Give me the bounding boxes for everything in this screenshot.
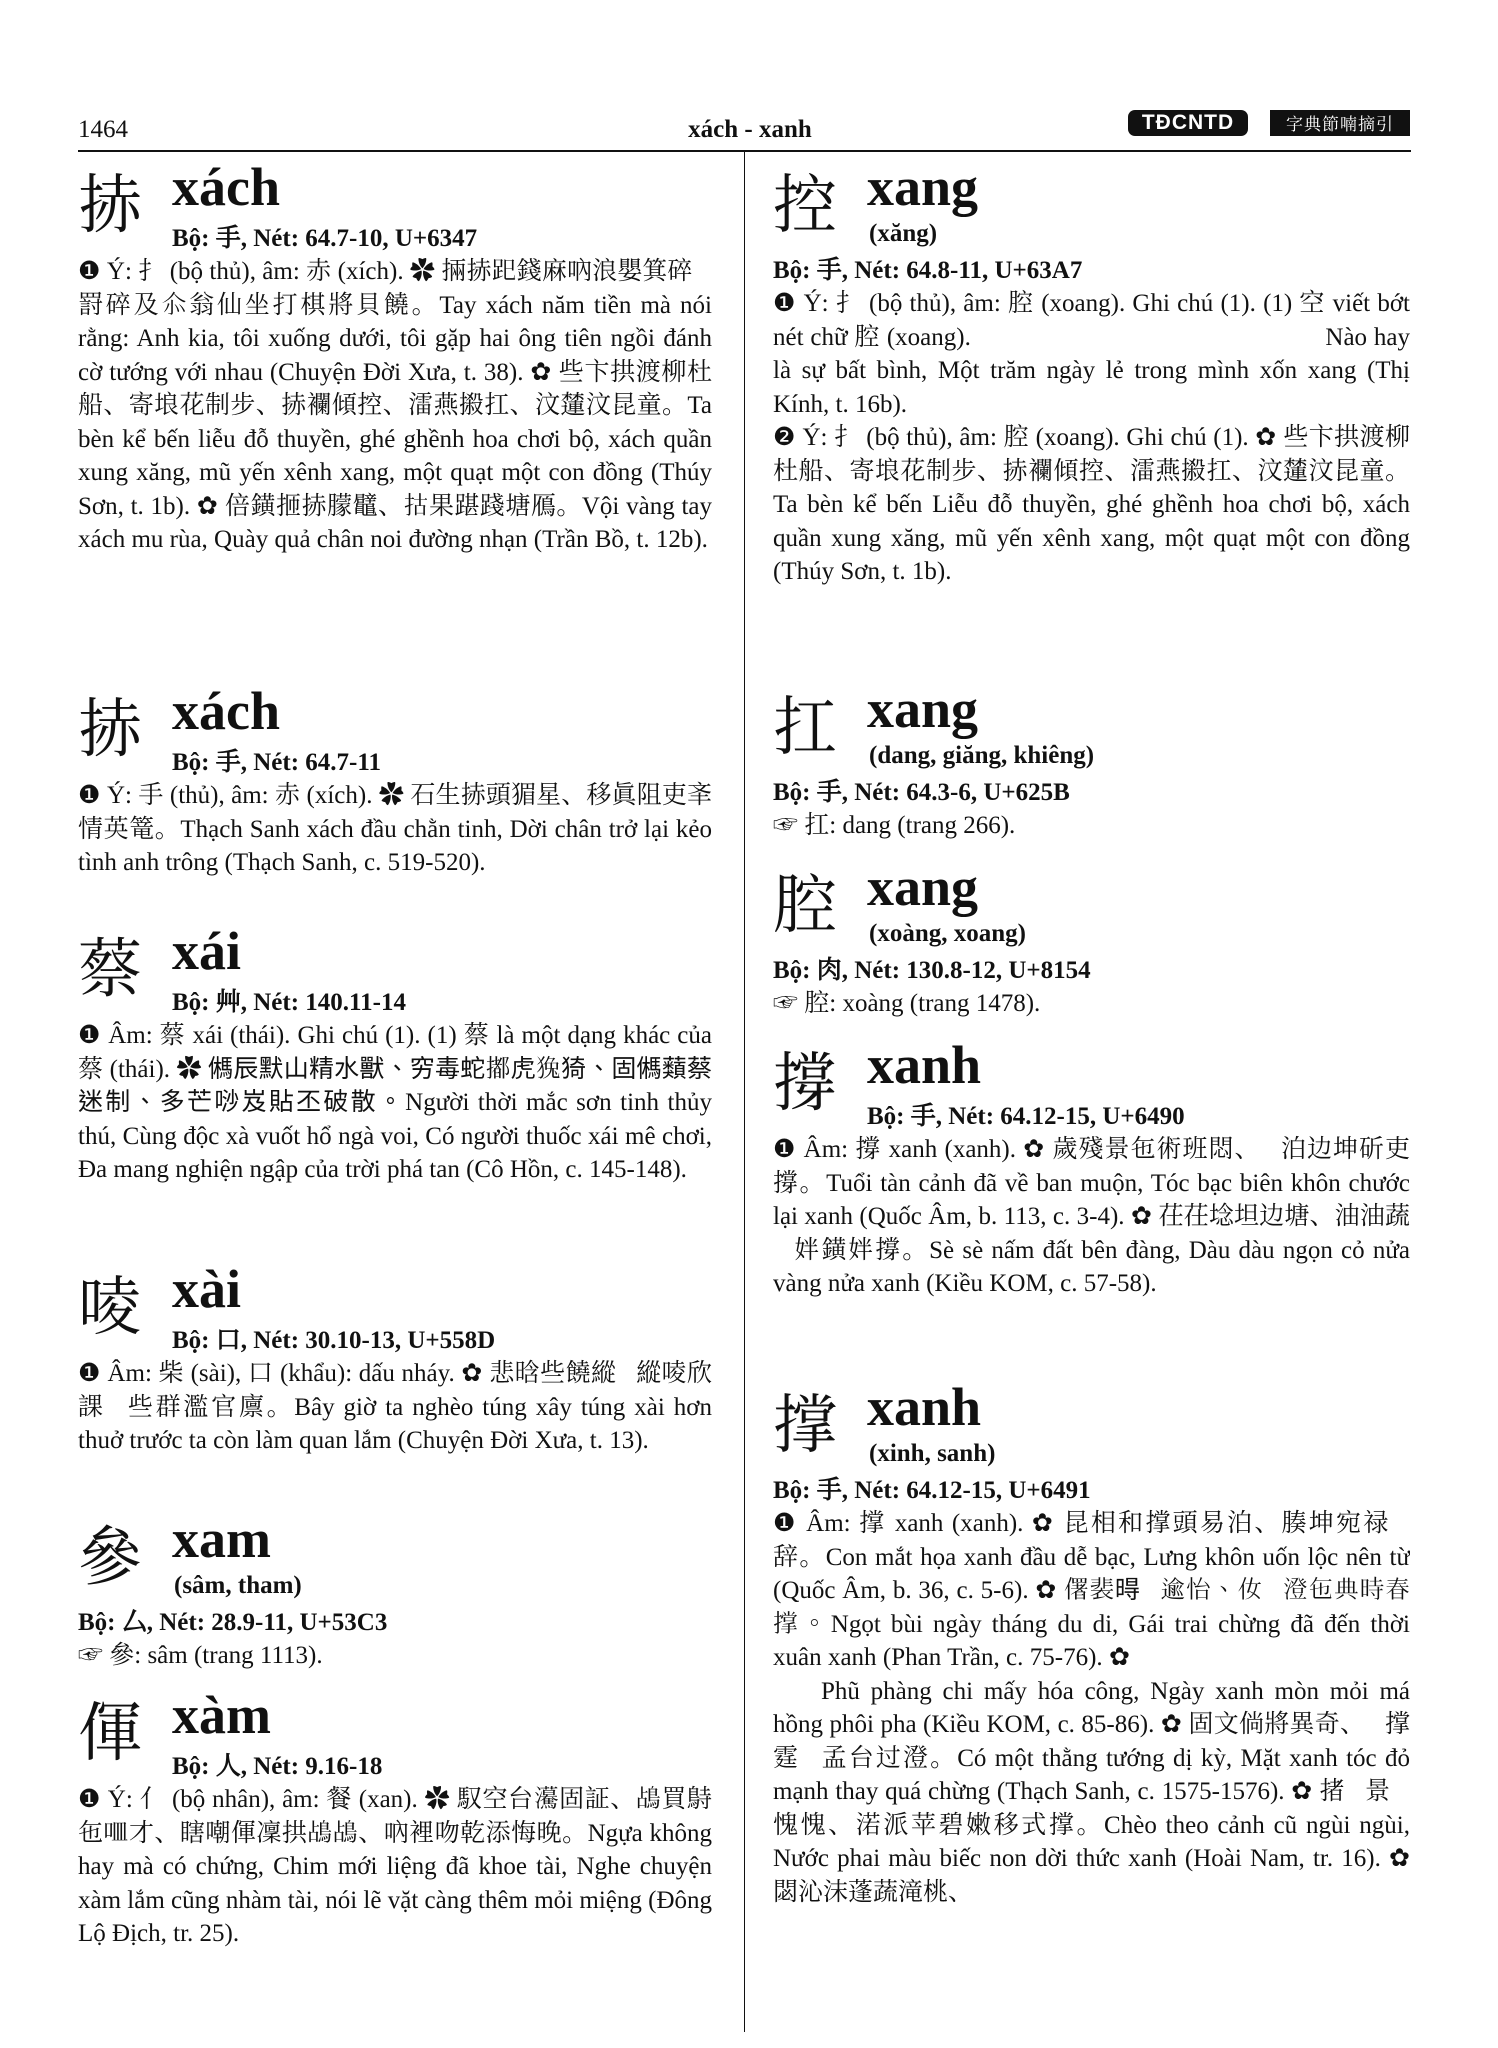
entry-headword: xách bbox=[172, 157, 280, 217]
entry-xang-2 bbox=[773, 680, 1410, 840]
entry-head bbox=[773, 1036, 1410, 1130]
entry-body: ❶ Âm: 撑 xanh (xanh). ✿ 昆相和撑頭易泊、腠坤宛禄𨍦辞。Con mắt họa xanh đầu dễ bạc, Lưng khôn uốn lộc nên từ (Quốc Âm, b. 36, c. 5-6). ✿ 𠏲裴𣈜𦝄逾怡、㚢𪥘澄㐌典時春撑。Ngọt bùi ngày tháng du di, Gái trai chừng đã đến thời xuân xanh (Phan Trần, c. 75-76). ✿ 𢬣傍之余化工、𣈜撑疒瘦馬紅配坡。Phũ phàng chi mấy hóa công, Ngày xanh mòn mỏi má hồng phôi pha (Kiều KOM, c. 85-86). ✿ 固文倘將異奇、𩯀撑霆𪀄孟台过澄。Có một thằng tướng dị kỳ, Mặt xanh tóc đỏ mạnh thay quá chừng (Thạch Sanh, c. 1575-1576). ✿ 㨋𠹾景𩙍愧愧、渃派苹碧嫩移式撑。Chèo theo cảnh cũ ngùi ngùi, Nước phai màu biếc non dời thức xanh (Hoài Nam, tr. 16). ✿ 閟沁沫蓬蔬滝桃、 bbox=[773, 1510, 1410, 1906]
entry-character: 撐 bbox=[773, 1047, 837, 1121]
entry-head bbox=[78, 1686, 712, 1780]
dictionary-seal: 字典節喃摘引 bbox=[1270, 110, 1410, 136]
entry-xanh-2 bbox=[773, 1378, 1410, 2018]
entry-meta: Bộ: 人, Nét: 9.16-18 bbox=[172, 1753, 383, 1780]
entry-xang-3 bbox=[773, 858, 1410, 1018]
entry-meta: Bộ: 手, Nét: 64.7-11 bbox=[172, 749, 381, 776]
entry-xam bbox=[78, 1510, 712, 1668]
entry-head bbox=[78, 158, 712, 252]
entry-character: 參 bbox=[78, 1521, 142, 1595]
entry-character: 扛 bbox=[773, 691, 837, 765]
entry-body: ❶ Âm: 柴 (sài), 口 (khẩu): dấu nháy. ✿ 悲晗些饒縱𨁲縱㖫欣課𠸗些群濫官廪。Bây giờ ta nghèo túng xây túng xài hơn thuở trước ta còn làm quan lắm (Chuyện Đời Xưa, t. 13). bbox=[78, 1360, 712, 1454]
entry-headword: xách bbox=[172, 681, 280, 741]
entry-head bbox=[773, 680, 1410, 780]
entry-xam-2 bbox=[78, 1686, 712, 1986]
entry-head bbox=[773, 158, 1410, 258]
entry-character: 捇 bbox=[78, 693, 142, 767]
publisher-logo: TĐCNTD bbox=[1128, 110, 1248, 136]
entry-character: 腔 bbox=[773, 869, 837, 943]
entry-body: ❶ Ý: 扌 (bộ thủ), âm: 赤 (xích). ✿ 掚捇𧿆錢麻吶浪嬰箕碎𠽆罸碎及𠇍翁仙坐打棋將貝饒。Tay xách năm tiền mà nói rằng: Anh kia, tôi xuống dưới, tôi gặp hai ông tiên ngồi đánh cờ tướng với nhau (Chuyện Đời Xưa, t. 38). ✿ 些卞拱渡柳杜船、寄埌花制步、捇襴傾控、㵢燕摋扛、汶㰈汶昆童。Ta bèn kể bến liễu đỗ thuyền, ghé ghềnh hoa chơi bộ, xách quần xung xăng, mũ yến xênh xang, một quạt một con đồng (Thúy Sơn, t. 1b). ✿ 倍鐄㧜捇朦鼊、𢫈果踸踐塘鴈。Vội vàng tay xách mu rùa, Quày quả chân noi đường nhạn (Trần Bồ, t. 12b). bbox=[78, 258, 712, 553]
entry-xai-2 bbox=[78, 1260, 712, 1492]
entry-headword: xam bbox=[172, 1509, 271, 1569]
entry-variants: (xinh, sanh) bbox=[869, 1440, 996, 1467]
column-divider bbox=[744, 152, 745, 2032]
entry-headword: xang bbox=[867, 857, 979, 917]
entry-meta: Bộ: 艸, Nét: 140.11-14 bbox=[172, 989, 406, 1016]
entry-head bbox=[773, 858, 1410, 958]
entry-headword: xái bbox=[172, 921, 242, 981]
entry-character: 控 bbox=[773, 169, 837, 243]
entry-headword: xang bbox=[867, 157, 979, 217]
entry-headword: xanh bbox=[867, 1035, 982, 1095]
cross-reference: ☞ 腔: xoàng (trang 1478). bbox=[773, 990, 1041, 1017]
page-number: 1464 bbox=[78, 116, 128, 143]
entry-body-2: ❷ Ý: 扌 (bộ thủ), âm: 腔 (xoang). Ghi chú (1). ✿ 些卞拱渡柳杜船、寄埌花制步、捇襴傾控、㵢燕摋扛、汶㰈汶昆童。Ta bèn kể bến Liễu đỗ thuyền, ghé ghềnh hoa chơi bộ, xách quần xung xăng, mũ yến xênh xang, một quạt một con đồng (Thúy Sơn, t. 1b). bbox=[773, 424, 1410, 585]
entry-head bbox=[78, 1260, 712, 1354]
entry-xang-1 bbox=[773, 158, 1410, 662]
entry-head bbox=[78, 682, 712, 776]
cross-reference: ☞ 扛: dang (trang 266). bbox=[773, 812, 1016, 839]
entry-xai bbox=[78, 922, 712, 1242]
entry-headword: xàm bbox=[172, 1685, 271, 1745]
entry-xanh-1 bbox=[773, 1036, 1410, 1360]
entry-character: 撑 bbox=[773, 1389, 837, 1463]
entry-headword: xanh bbox=[867, 1378, 982, 1437]
entry-character: 㖫 bbox=[78, 1271, 142, 1345]
entry-head bbox=[78, 922, 712, 1016]
entry-body: ❶ Ý: 亻 (bộ nhân), âm: 餐 (xan). ✿ 馭空台𤅠固証、𪀄買𪀔㐌𠰘才、瞎嘲㑮凜拱𪀄𪀄、吶裡吻乾添悔晚。Ngựa không hay mà có chứng, Chim mới liệng đã khoe tài, Nghe chuyện xàm lắm cũng nhàm tài, nói lẽ vặt càng thêm mỏi miệng (Đông Lộ Địch, tr. 25). bbox=[78, 1786, 712, 1947]
running-title: xách - xanh bbox=[688, 116, 812, 143]
entry-variants: (xoàng, xoang) bbox=[869, 920, 1026, 947]
entry-meta: Bộ: 手, Nét: 64.12-15, U+6490 bbox=[867, 1103, 1185, 1130]
entry-variants: (xăng) bbox=[869, 220, 938, 247]
right-column bbox=[773, 158, 1410, 2036]
entry-meta: Bộ: 手, Nét: 64.7-10, U+6347 bbox=[172, 225, 478, 252]
entry-variants: (sâm, tham) bbox=[174, 1572, 302, 1599]
entry-meta: Bộ: 口, Nét: 30.10-13, U+558D bbox=[172, 1327, 496, 1354]
entry-meta: Bộ: 厶, Nét: 28.9-11, U+53C3 bbox=[78, 1609, 388, 1636]
entry-body: ❶ Âm: 蔡 xái (thái). Ghi chú (1). (1) 蔡 là một dạng khác của 蔡 (thái). ✿ 𩢮辰默山精水獸、穷毒蛇𢵋虎𤟛猗、固𩢮蘱蔡迷制、多芒唦岌貼丕破散。Người thời mắc sơn tinh thủy thú, Cùng độc xà vuốt hổ ngà voi, Có người thuốc xái mê chơi, Đa mang nghiện ngập của trời phá tan (Cô Hồn, c. 145-148). bbox=[78, 1022, 712, 1183]
cross-reference: ☞ 參: sâm (trang 1113). bbox=[78, 1642, 323, 1669]
entry-xach-1 bbox=[78, 158, 712, 664]
entry-head bbox=[773, 1378, 1410, 1478]
entry-meta: Bộ: 手, Nét: 64.12-15, U+6491 bbox=[773, 1477, 1091, 1504]
entry-body: ❶ Âm: 撐 xanh (xanh). ✿ 歲殘景㐌術班悶、𩯀泊边坤斫吏撐。Tuổi tàn cảnh đã về ban muộn, Tóc bạc biên khôn chước lại xanh (Quốc Âm, b. 113, c. 3-4). ✿ 茌茌埝坦边塘、油油蔬𩅘姅鐄姅撐。Sè sè nấm đất bên đàng, Dàu dàu ngọn cỏ nửa vàng nửa xanh (Kiều KOM, c. 57-58). bbox=[773, 1136, 1410, 1297]
entry-body: ❶ Ý: 手 (thủ), âm: 赤 (xích). ✿ 石生捇頭猸星、移眞阻吏㪯情英篭。Thạch Sanh xách đầu chằn tinh, Dời chân trở lại kẻo tình anh trông (Thạch Sanh, c. 519-520). bbox=[78, 782, 712, 876]
entry-xach-2 bbox=[78, 682, 712, 904]
entry-variants: (dang, giăng, khiêng) bbox=[869, 742, 1095, 769]
entry-head bbox=[78, 1510, 712, 1610]
entry-meta: Bộ: 肉, Nét: 130.8-12, U+8154 bbox=[773, 957, 1091, 984]
entry-headword: xài bbox=[172, 1259, 242, 1319]
entry-character: 捇 bbox=[78, 169, 142, 243]
entry-meta: Bộ: 手, Nét: 64.3-6, U+625B bbox=[773, 779, 1070, 806]
left-column bbox=[78, 158, 712, 2004]
entry-character: 蔡 bbox=[78, 933, 142, 1007]
entry-headword: xang bbox=[867, 679, 979, 739]
entry-meta: Bộ: 手, Nét: 64.8-11, U+63A7 bbox=[773, 257, 1083, 284]
entry-body: ❶ Ý: 扌 (bộ thủ), âm: 腔 (xoang). Ghi chú (1). (1) 空 viết bớt nét chữ 腔 (xoang). ✿ 𠁀哈罕事不平、𤾓霖𠰘𥚄冲躬寸控。Nào hay là sự bất bình, Một trăm ngày lẻ trong mình xốn xang (Thị Kính, t. 16b). bbox=[773, 290, 1410, 418]
entry-character: 㑮 bbox=[78, 1697, 142, 1771]
